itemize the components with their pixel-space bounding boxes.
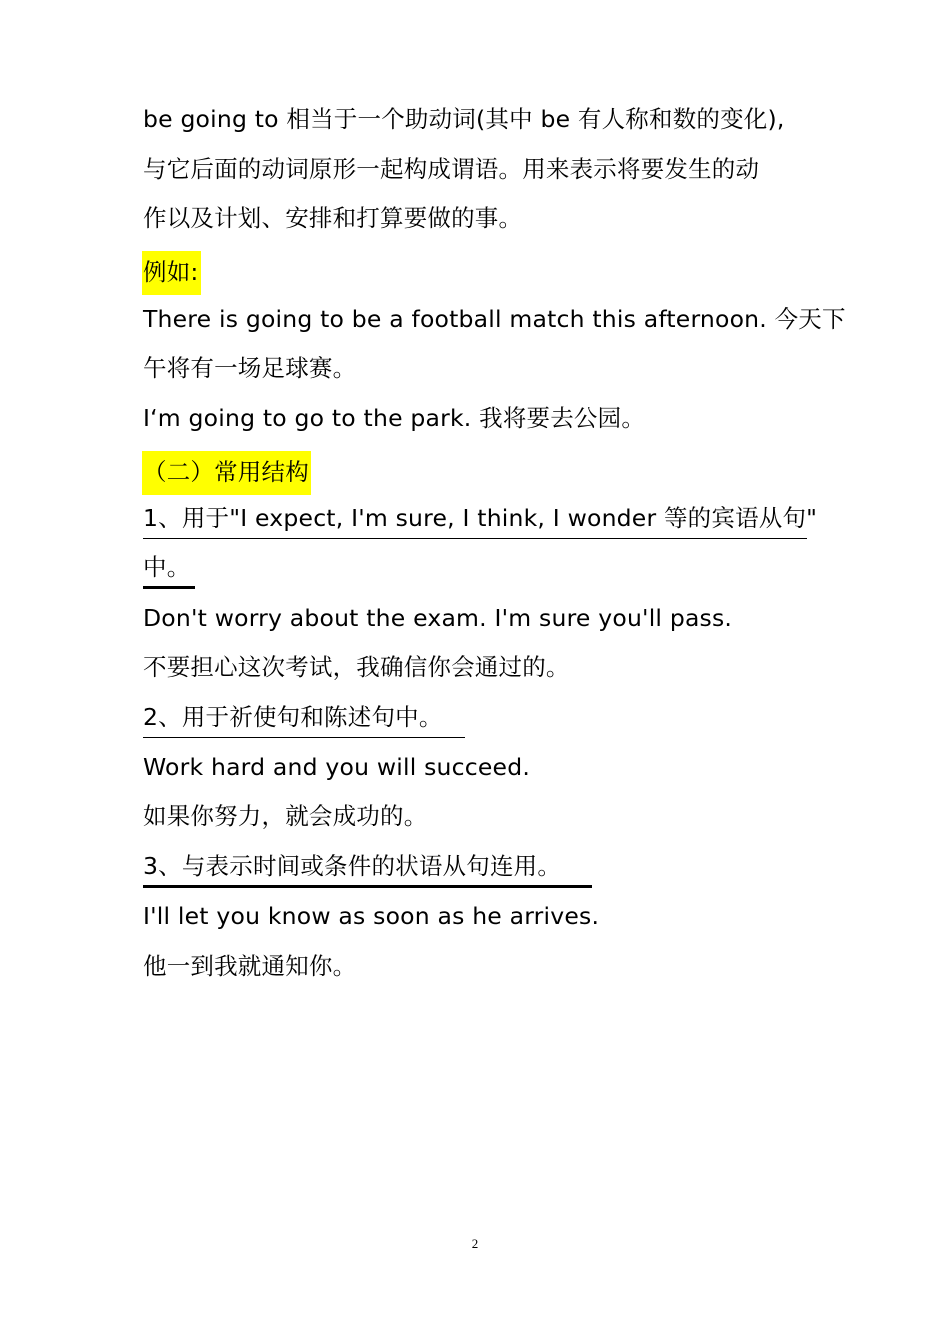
item-2-example-en: Work hard and you will succeed. xyxy=(143,753,530,781)
example-2: I‘m going to go to the park. 我将要去公园。 xyxy=(143,404,646,432)
example-1-line-1: There is going to be a football match this afternoon. 今天下 xyxy=(143,305,846,333)
intro-line-3: 作以及计划、安排和打算要做的事。 xyxy=(143,204,523,232)
item-2-example-zh: 如果你努力，就会成功的。 xyxy=(143,802,428,830)
item-3-title: 3、与表示时间或条件的状语从句连用。 xyxy=(143,852,562,880)
example-label-row xyxy=(143,251,201,295)
intro-line-1: be going to 相当于一个助动词(其中 be 有人称和数的变化), xyxy=(143,105,785,133)
item-3-example-zh: 他一到我就通知你。 xyxy=(143,952,357,980)
item-1-example-en: Don't worry about the exam. I'm sure you'll pass. xyxy=(143,604,733,632)
item-3-example-en: I'll let you know as soon as he arrives. xyxy=(143,902,600,930)
item-1-title-underline-1 xyxy=(143,538,807,539)
item-3-title-underline xyxy=(143,885,592,888)
section-heading-row xyxy=(143,451,311,495)
item-2-title: 2、用于祈使句和陈述句中。 xyxy=(143,703,443,731)
item-1-title-line-2: 中。 xyxy=(143,553,191,581)
section-heading: （二）常用结构 xyxy=(142,451,311,495)
item-1-title-underline-2 xyxy=(143,586,195,589)
example-label: 例如: xyxy=(142,251,201,295)
item-1-example-zh: 不要担心这次考试，我确信你会通过的。 xyxy=(143,653,570,681)
intro-line-2: 与它后面的动词原形一起构成谓语。用来表示将要发生的动 xyxy=(143,155,760,183)
example-1-line-2: 午将有一场足球赛。 xyxy=(143,354,357,382)
item-2-title-underline xyxy=(143,737,465,738)
item-1-title-line-1: 1、用于"I expect, I'm sure, I think, I wonder 等的宾语从句" xyxy=(143,504,818,532)
page-number: 2 xyxy=(471,1236,479,1251)
